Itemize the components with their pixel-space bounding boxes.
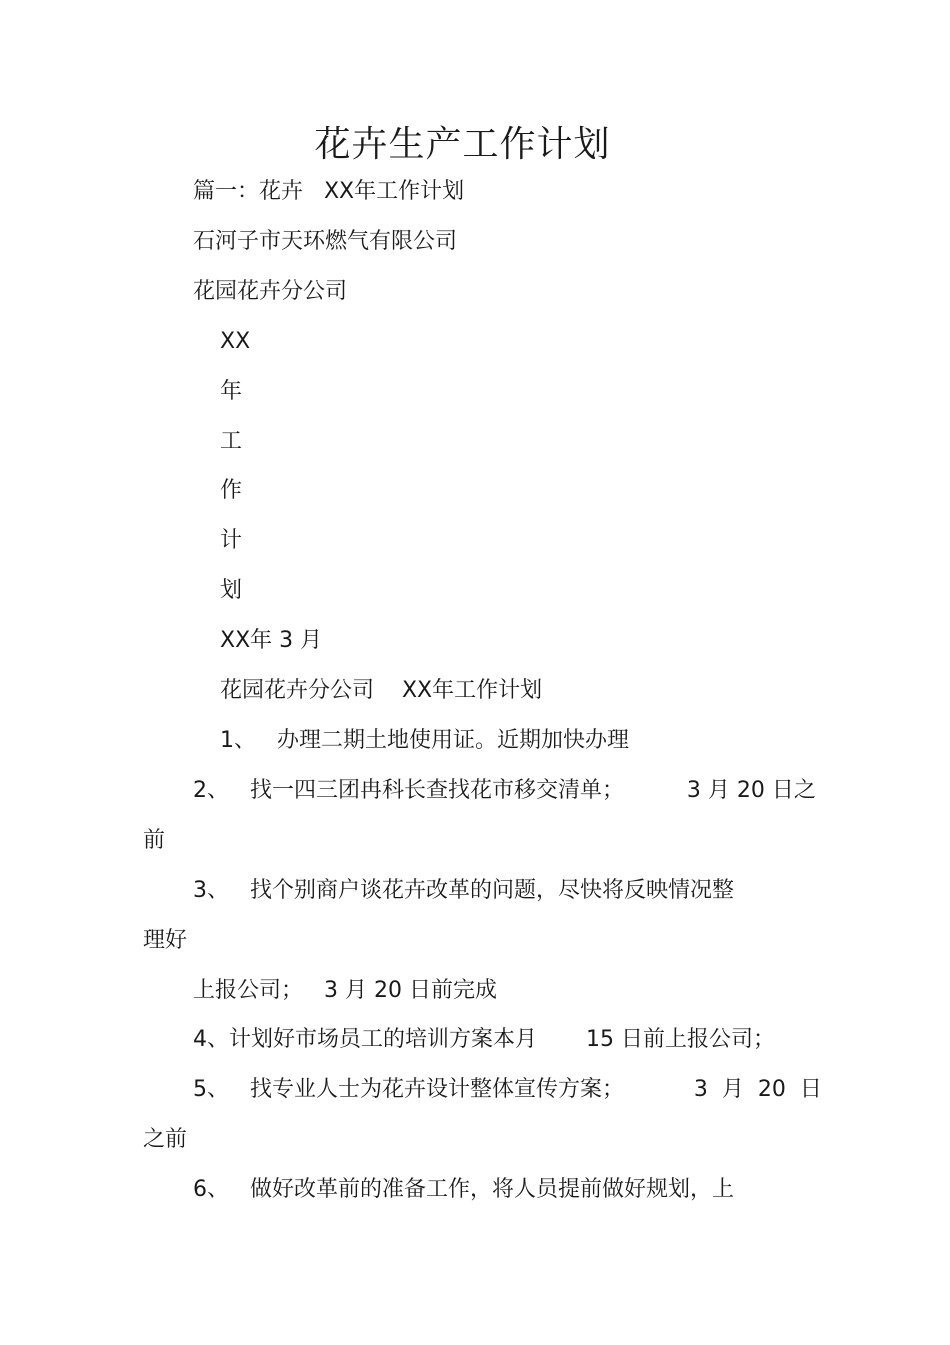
list-item: 4、计划好市场员工的培训方案本月 15 日前上报公司； xyxy=(193,1027,775,1052)
list-item: 6、 做好改革前的准备工作，将人员提前做好规划，上 xyxy=(193,1177,734,1202)
paragraph-line: 花园花卉分公司 XX年工作计划 xyxy=(220,678,543,703)
list-item: 2、 找一四三团冉科长查找花市移交清单； 3 月 20 日之 xyxy=(193,778,816,803)
paragraph-line: 花园花卉分公司 xyxy=(193,279,348,304)
paragraph-line: XX xyxy=(220,329,251,354)
paragraph-line: 年 xyxy=(220,379,243,404)
paragraph-line: XX年 3 月 xyxy=(220,628,323,653)
list-item: 5、 找专业人士为花卉设计整体宣传方案； 3 月 20 日 xyxy=(193,1077,822,1102)
paragraph-line: 计 xyxy=(220,528,243,553)
paragraph-line: 理好 xyxy=(143,928,188,953)
paragraph-line: 石河子市天环燃气有限公司 xyxy=(193,229,458,254)
paragraph-line: 之前 xyxy=(143,1127,188,1152)
paragraph-line: 篇一：花卉 XX年工作计划 xyxy=(193,179,465,204)
paragraph-line: 作 xyxy=(220,478,243,503)
paragraph-line: 工 xyxy=(220,429,243,454)
paragraph-line: 划 xyxy=(220,578,243,603)
paragraph-line: 前 xyxy=(143,828,166,853)
paragraph-line: 上报公司； 3 月 20 日前完成 xyxy=(193,978,497,1003)
list-item: 3、 找个别商户谈花卉改革的问题，尽快将反映情况整 xyxy=(193,878,734,903)
document-title: 花卉生产工作计划 xyxy=(314,124,611,165)
list-item: 1、 办理二期土地使用证。近期加快办理 xyxy=(220,728,629,753)
